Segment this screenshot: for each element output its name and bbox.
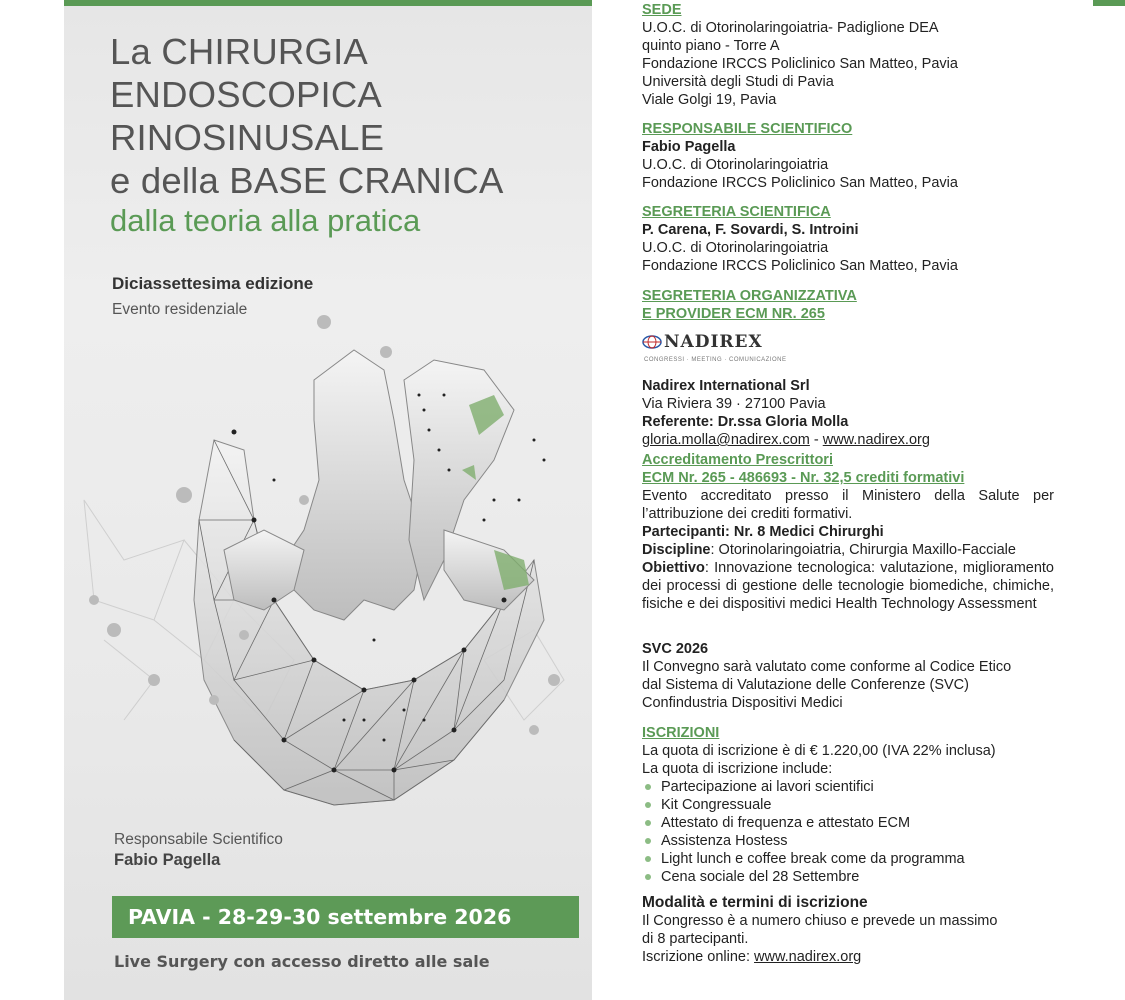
text-line: Il Congresso è a numero chiuso e prevede un massimo xyxy=(642,913,998,929)
online-label: Iscrizione online: xyxy=(642,949,755,965)
text-line: U.O.C. di Otorinolaringoiatria xyxy=(642,240,829,256)
section-heading: SEGRETERIA SCIENTIFICA xyxy=(642,204,831,220)
edition-label: Diciassettesima edizione xyxy=(112,274,314,293)
section-heading: SVC 2026 xyxy=(642,641,709,657)
text-line: Fondazione IRCCS Policlinico San Matteo, Pavia xyxy=(642,258,958,274)
website-link[interactable]: www.nadirex.org xyxy=(822,432,930,448)
polygonal-face-illustration xyxy=(64,300,592,840)
iscrizioni-section xyxy=(642,724,1054,886)
section-heading: RESPONSABILE SCIENTIFICO xyxy=(642,121,853,137)
quota-line: La quota di iscrizione è di € 1.220,00 (IVA 22% inclusa) xyxy=(642,743,996,759)
event-date-banner: PAVIA - 28-29-30 settembre 2026 xyxy=(112,896,579,938)
accreditamento-section xyxy=(642,451,1054,613)
globe-icon xyxy=(642,335,662,349)
text-line: dal Sistema di Valutazione delle Conferenze (SVC) xyxy=(642,677,969,693)
cover-panel xyxy=(64,0,592,1000)
responsabile-name: Fabio Pagella xyxy=(114,851,221,869)
cover-title xyxy=(110,30,580,202)
nadirex-logo xyxy=(642,333,1054,365)
email-link[interactable]: gloria.molla@nadirex.com xyxy=(642,432,810,448)
obiettivo-line xyxy=(642,559,1054,613)
partecipanti: Partecipanti: Nr. 8 Medici Chirurghi xyxy=(642,524,884,540)
title-line: RINOSINUSALE xyxy=(110,117,385,158)
top-right-accent xyxy=(1093,0,1125,6)
discipline-text: : Otorinolaringoiatria, Chirurgia Maxillo-Facciale xyxy=(710,542,1016,558)
company-name: Nadirex International Srl xyxy=(642,378,810,394)
section-heading: SEDE xyxy=(642,2,682,18)
text-line: Confindustria Dispositivi Medici xyxy=(642,695,843,711)
sede-section xyxy=(642,1,1054,109)
text-line: Università degli Studi di Pavia xyxy=(642,74,834,90)
online-line xyxy=(642,948,1054,966)
cover-subtitle: dalla teoria alla pratica xyxy=(110,203,421,238)
text-line: Fondazione IRCCS Policlinico San Matteo, Pavia xyxy=(642,175,958,191)
discipline-label: Discipline xyxy=(642,542,711,558)
section-heading: SEGRETERIA ORGANIZZATIVA xyxy=(642,288,857,304)
event-type-label: Evento residenziale xyxy=(112,301,248,318)
responsabile-section xyxy=(642,120,1054,192)
segreteria-organizzativa-section xyxy=(642,287,1054,449)
discipline-line xyxy=(642,541,1054,559)
text-line: quinto piano - Torre A xyxy=(642,38,780,54)
registration-link[interactable]: www.nadirex.org xyxy=(754,949,862,965)
company-address: Via Riviera 39 · 27100 Pavia xyxy=(642,396,826,412)
modalita-section xyxy=(642,894,1054,966)
section-heading: E PROVIDER ECM NR. 265 xyxy=(642,306,825,322)
obiettivo-label: Obiettivo xyxy=(642,560,705,576)
list-item: Kit Congressuale xyxy=(642,796,1054,814)
cover-top-bar xyxy=(64,0,592,6)
text-line: di 8 partecipanti. xyxy=(642,931,749,947)
title-line: La CHIRURGIA xyxy=(110,31,368,72)
included-items-list xyxy=(642,778,1054,886)
text-line: U.O.C. di Otorinolaringoiatria xyxy=(642,157,829,173)
section-heading: ISCRIZIONI xyxy=(642,725,720,741)
logo-wordmark: NADIREX xyxy=(664,332,763,352)
title-line: e della BASE CRANICA xyxy=(110,160,504,201)
list-item: Light lunch e coffee break come da programma xyxy=(642,850,1054,868)
section-heading: Modalità e termini di iscrizione xyxy=(642,894,868,911)
list-item: Cena sociale del 28 Settembre xyxy=(642,868,1054,886)
person-names: P. Carena, F. Sovardi, S. Introini xyxy=(642,222,859,238)
accreditamento-intro: Evento accreditato presso il Ministero della Salute per l’attribuzione dei crediti formativi. xyxy=(642,488,1054,522)
separator: - xyxy=(809,432,823,448)
obiettivo-text: : Innovazione tecnologica: valutazione, miglioramento dei processi di gestione delle tecnologie biomediche, chimiche, fisiche e dei dispositivi medici Health Technology Assessment xyxy=(642,560,1054,612)
section-heading: ECM Nr. 265 - 486693 - Nr. 32,5 crediti formativi xyxy=(642,470,965,486)
logo-tagline: CONGRESSI · MEETING · COMUNICAZIONE xyxy=(644,357,787,363)
list-item: Attestato di frequenza e attestato ECM xyxy=(642,814,1054,832)
text-line: U.O.C. di Otorinolaringoiatria- Padiglione DEA xyxy=(642,20,939,36)
section-heading: Accreditamento Prescrittori xyxy=(642,452,833,468)
list-item: Partecipazione ai lavori scientifici xyxy=(642,778,1054,796)
svc-section xyxy=(642,640,1054,712)
title-line: ENDOSCOPICA xyxy=(110,74,382,115)
segreteria-scientifica-section xyxy=(642,203,1054,275)
live-surgery-note: Live Surgery con accesso diretto alle sale xyxy=(114,952,490,971)
include-label: La quota di iscrizione include: xyxy=(642,761,833,777)
person-name: Fabio Pagella xyxy=(642,139,736,155)
list-item: Assistenza Hostess xyxy=(642,832,1054,850)
referente: Referente: Dr.ssa Gloria Molla xyxy=(642,414,849,430)
text-line: Fondazione IRCCS Policlinico San Matteo, Pavia xyxy=(642,56,958,72)
text-line: Viale Golgi 19, Pavia xyxy=(642,92,777,108)
contact-line xyxy=(642,431,1054,449)
responsabile-label: Responsabile Scientifico xyxy=(114,831,283,848)
text-line: Il Convegno sarà valutato come conforme al Codice Etico xyxy=(642,659,1012,675)
